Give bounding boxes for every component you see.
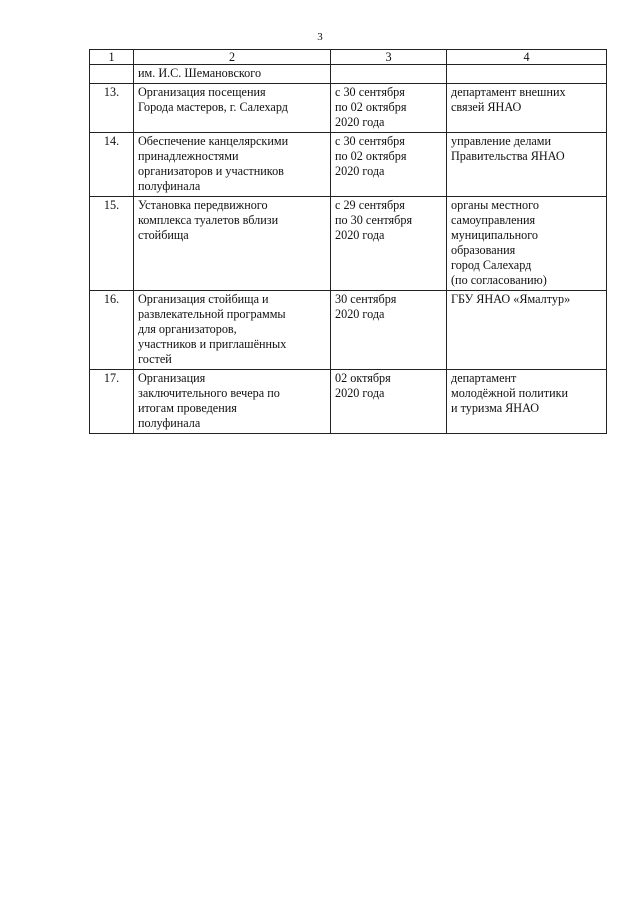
responsible-cell — [447, 370, 607, 434]
responsible-cell-line: и туризма ЯНАО — [451, 401, 540, 415]
action-cell — [134, 197, 331, 291]
header-cell: 4 — [447, 50, 607, 65]
action-cell-line: для организаторов, — [138, 322, 237, 336]
action-cell-line: развлекательной программы — [138, 307, 286, 321]
responsible-cell-line: органы местного — [451, 198, 539, 212]
action-cell-line: комплекса туалетов вблизи — [138, 213, 279, 227]
date-cell-line: с 29 сентября — [335, 198, 405, 212]
responsible-cell-line: управление делами — [451, 134, 552, 148]
action-cell-line: стойбища — [138, 228, 189, 242]
date-cell — [331, 84, 447, 133]
responsible-cell-line: молодёжной политики — [451, 386, 569, 400]
continuation-cell: им. И.С. Шемановского — [134, 65, 331, 84]
responsible-cell-line: ГБУ ЯНАО «Ямалтур» — [451, 292, 571, 306]
date-cell-line: по 02 октября — [335, 100, 407, 114]
action-cell-line: Организация стойбища и — [138, 292, 269, 306]
responsible-cell-line: (по согласованию) — [451, 273, 547, 287]
action-cell-line: Города мастеров, г. Салехард — [138, 100, 288, 114]
row-number: 15. — [90, 197, 134, 291]
responsible-cell-line: самоуправления — [451, 213, 536, 227]
action-cell-line: итогам проведения — [138, 401, 237, 415]
row-number: 14. — [90, 133, 134, 197]
date-cell-line: с 30 сентября — [335, 85, 405, 99]
date-cell-line: 2020 года — [335, 164, 385, 178]
date-cell — [331, 197, 447, 291]
events-table — [89, 49, 607, 434]
responsible-cell-line: муниципального — [451, 228, 538, 242]
responsible-cell-line: департамент — [451, 371, 517, 385]
action-cell-line: Организация — [138, 371, 206, 385]
row-number: 13. — [90, 84, 134, 133]
action-cell — [134, 291, 331, 370]
action-cell-line: Обеспечение канцелярскими — [138, 134, 289, 148]
date-cell-line: 2020 года — [335, 386, 385, 400]
action-cell-line: организаторов и участников — [138, 164, 284, 178]
table-row — [90, 84, 607, 133]
continuation-row — [90, 65, 607, 84]
action-cell — [134, 133, 331, 197]
header-cell: 1 — [90, 50, 134, 65]
row-number: 17. — [90, 370, 134, 434]
date-cell-line: по 30 сентября — [335, 213, 413, 227]
table-row — [90, 197, 607, 291]
action-cell — [134, 84, 331, 133]
date-cell-line: с 30 сентября — [335, 134, 405, 148]
header-cell: 3 — [331, 50, 447, 65]
action-cell-line: принадлежностями — [138, 149, 239, 163]
date-cell-line: по 02 октября — [335, 149, 407, 163]
action-cell-line: Организация посещения — [138, 85, 266, 99]
table-row — [90, 370, 607, 434]
table-header-row — [90, 50, 607, 65]
date-cell — [331, 291, 447, 370]
action-cell-line: полуфинала — [138, 416, 201, 430]
responsible-cell — [447, 291, 607, 370]
action-cell-line: Установка передвижного — [138, 198, 268, 212]
table-row — [90, 291, 607, 370]
date-cell-line: 2020 года — [335, 307, 385, 321]
responsible-cell-line: связей ЯНАО — [451, 100, 522, 114]
date-cell — [331, 370, 447, 434]
date-cell-line: 2020 года — [335, 228, 385, 242]
responsible-cell-line: департамент внешних — [451, 85, 566, 99]
date-cell-line: 2020 года — [335, 115, 385, 129]
responsible-cell-line: Правительства ЯНАО — [451, 149, 565, 163]
responsible-cell-line: образования — [451, 243, 516, 257]
responsible-cell — [447, 133, 607, 197]
action-cell-line: гостей — [138, 352, 172, 366]
responsible-cell-line: город Салехард — [451, 258, 532, 272]
action-cell-line: полуфинала — [138, 179, 201, 193]
row-number: 16. — [90, 291, 134, 370]
responsible-cell — [447, 197, 607, 291]
page-number: 3 — [317, 31, 323, 43]
action-cell-line: заключительного вечера по — [138, 386, 280, 400]
action-cell-line: участников и приглашённых — [138, 337, 287, 351]
date-cell-line: 02 октября — [335, 371, 391, 385]
table-row — [90, 133, 607, 197]
date-cell-line: 30 сентября — [335, 292, 397, 306]
date-cell — [331, 133, 447, 197]
responsible-cell — [447, 84, 607, 133]
header-cell: 2 — [134, 50, 331, 65]
action-cell — [134, 370, 331, 434]
